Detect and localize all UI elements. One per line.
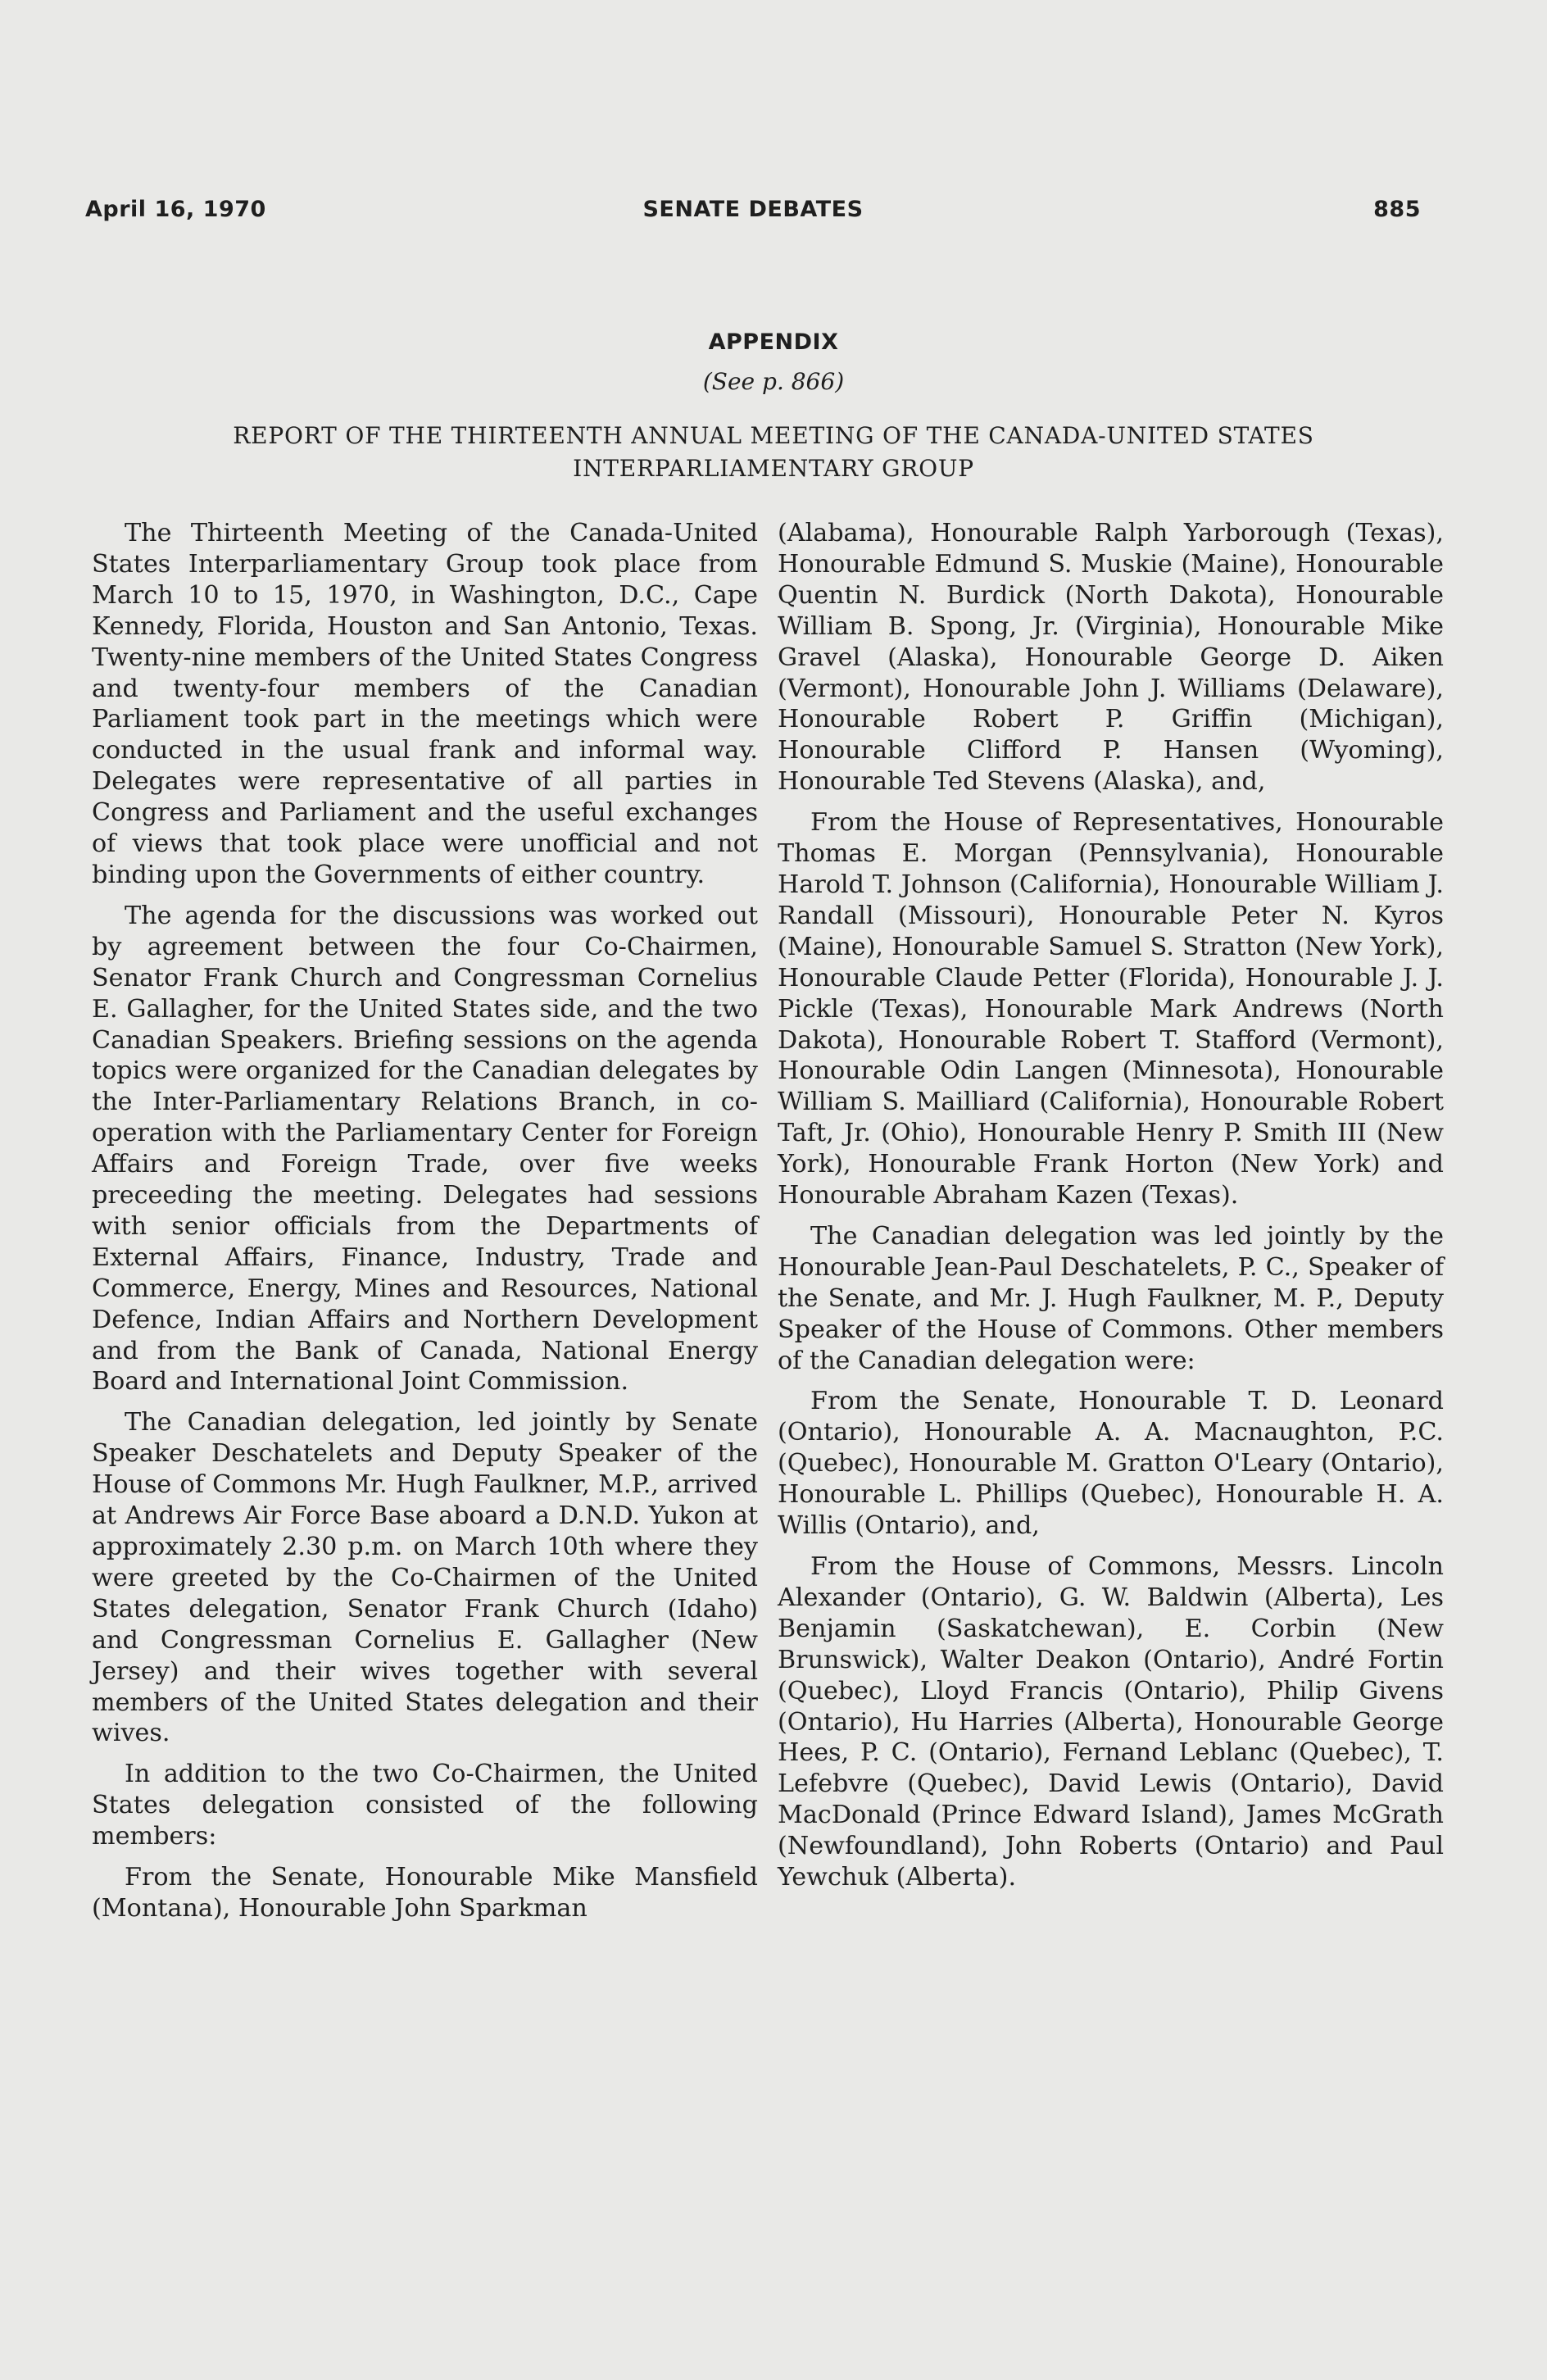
- paragraph: From the Senate, Honourable Mike Mansfield (Montana), Honourable John Sparkman: [92, 1863, 758, 1923]
- report-title: REPORT OF THE THIRTEENTH ANNUAL MEETING OF THE CANADA-UNITED STATES INTERPARLIAMENTARY GROUP: [233, 422, 1314, 482]
- paragraph: From the House of Commons, Messrs. Lincoln Alexander (Ontario), G. W. Baldwin (Alberta), Les Benjamin (Saskatchewan), E. Corbin (New Brunswick), Walter Deakon (Ontario), André Fortin (Quebec), Lloyd Francis (Ontario), Philip Givens (Ontario), Hu Harries (Alberta), Honourable George Hees, P. C. (Ontario), Fernand Leblanc (Quebec), T. Lefebvre (Quebec), David Lewis (Ontario), David MacDonald (Prince Edward Island), James McGrath (Newfoundland), John Roberts (Ontario) and Paul Yewchuk (Alberta).: [778, 1552, 1444, 1892]
- header-date: April 16, 1970: [85, 197, 266, 222]
- page-reference: (See p. 866): [702, 368, 845, 395]
- paragraph: The Canadian delegation, led jointly by Senate Speaker Deschatelets and Deputy Speaker of the House of Commons Mr. Hugh Faulkner, M.P., arrived at Andrews Air Force Base aboard a D.N.D. Yukon at approximately 2.30 p.m. on March 10th where they were greeted by the Co-Chairmen of the United States delegation, Senator Frank Church (Idaho) and Congressman Cornelius E. Gallagher (New Jersey) and their wives together with several members of the United States delegation and their wives.: [92, 1408, 758, 1748]
- paragraph-continued: (Alabama), Honourable Ralph Yarborough (Texas), Honourable Edmund S. Muskie (Maine), Honourable Quentin N. Burdick (North Dakota), Honourable William B. Spong, Jr. (Virginia), Honourable Mike Gravel (Alaska), Honourable George D. Aiken (Vermont), Honourable John J. Williams (Delaware), Honourable Robert P. Griffin (Michigan), Honourable Clifford P. Hansen (Wyoming), Honourable Ted Stevens (Alaska), and,: [778, 519, 1444, 797]
- right-column: [778, 518, 1444, 1903]
- running-header: [85, 197, 1421, 229]
- appendix-heading: APPENDIX: [708, 329, 839, 355]
- paragraph: From the Senate, Honourable T. D. Leonard (Ontario), Honourable A. A. Macnaughton, P.C. (Quebec), Honourable M. Gratton O'Leary (Ontario), Honourable L. Phillips (Quebec), Honourable H. A. Willis (Ontario), and,: [778, 1387, 1444, 1541]
- left-column: [92, 518, 758, 1934]
- paragraph: In addition to the two Co-Chairmen, the United States delegation consisted of the following members:: [92, 1760, 758, 1851]
- paragraph: The Thirteenth Meeting of the Canada-United States Interparliamentary Group took place from March 10 to 15, 1970, in Washington, D.C., Cape Kennedy, Florida, Houston and San Antonio, Texas. Twenty-nine members of the United States Congress and twenty-four members of the Canadian Parliament took part in the meetings which were conducted in the usual frank and informal way. Delegates were representative of all parties in Congress and Parliament and the useful exchanges of views that took place were unofficial and not binding upon the Governments of either country.: [92, 519, 758, 889]
- paragraph: The agenda for the discussions was worked out by agreement between the four Co-Chairmen, Senator Frank Church and Congressman Cornelius E. Gallagher, for the United States side, and the two Canadian Speakers. Briefing sessions on the agenda topics were organized for the Canadian delegates by the Inter-Parliamentary Relations Branch, in co-operation with the Parliamentary Center for Foreign Affairs and Foreign Trade, over five weeks preceeding the meeting. Delegates had sessions with senior officials from the Departments of External Affairs, Finance, Industry, Trade and Commerce, Energy, Mines and Resources, National Defence, Indian Affairs and Northern Development and from the Bank of Canada, National Energy Board and International Joint Commission.: [92, 901, 758, 1397]
- paragraph: The Canadian delegation was led jointly by the Honourable Jean-Paul Deschatelets, P. C., Speaker of the Senate, and Mr. J. Hugh Faulkner, M. P., Deputy Speaker of the House of Commons. Other members of the Canadian delegation were:: [778, 1221, 1444, 1375]
- paragraph: From the House of Representatives, Honourable Thomas E. Morgan (Pennsylvania), Honourable Harold T. Johnson (California), Honourable William J. Randall (Missouri), Honourable Peter N. Kyros (Maine), Honourable Samuel S. Stratton (New York), Honourable Claude Petter (Florida), Honourable J. J. Pickle (Texas), Honourable Mark Andrews (North Dakota), Honourable Robert T. Stafford (Vermont), Honourable Odin Langen (Minnesota), Honourable William S. Mailliard (California), Honourable Robert Taft, Jr. (Ohio), Honourable Henry P. Smith III (New York), Honourable Frank Horton (New York) and Honourable Abraham Kazen (Texas).: [778, 808, 1444, 1210]
- header-journal-title: SENATE DEBATES: [642, 197, 864, 222]
- page-number: 885: [1373, 197, 1421, 222]
